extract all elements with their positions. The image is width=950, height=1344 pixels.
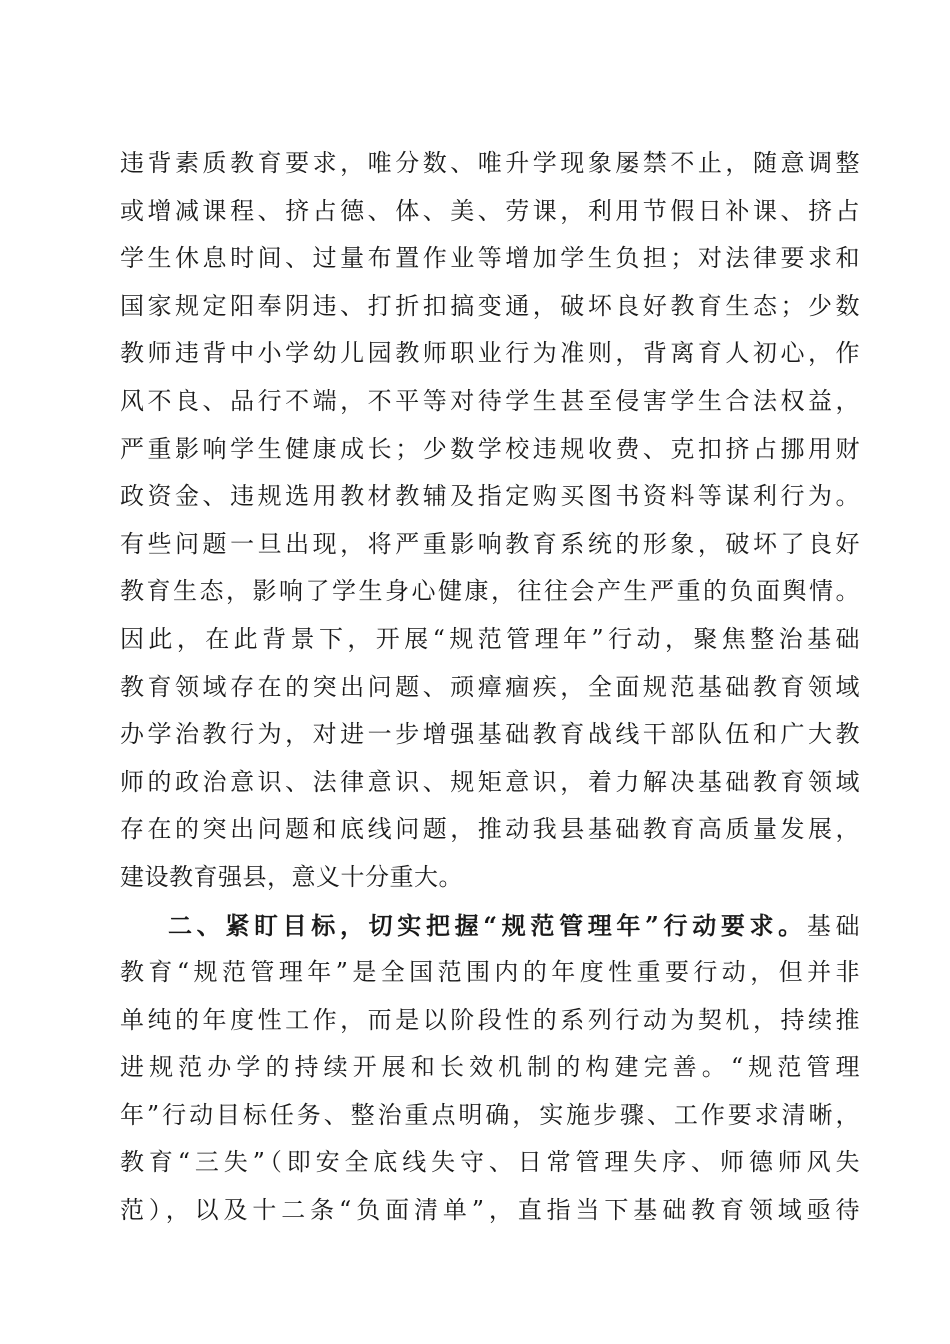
text-line: 因此，在此背景下，开展“规范管理年”行动，聚焦整治基础 [120, 624, 860, 653]
document-body [120, 140, 860, 1235]
text-line: 教育领域存在的突出问题、顽瘴痼疾，全面规范基础教育领域 [120, 672, 860, 701]
text-line: 违背素质教育要求，唯分数、唯升学现象屡禁不止，随意调整 [120, 149, 860, 177]
text-line: 严重影响学生健康成长；少数学校违规收费、克扣挤占挪用财 [120, 434, 860, 463]
text-line: 建设教育强县，意义十分重大。 [120, 862, 463, 891]
text-line: 进规范办学的持续开展和长效机制的构建完善。“规范管理 [120, 1053, 860, 1082]
text-line: 教师违背中小学幼儿园教师职业行为准则，背离育人初心，作 [120, 339, 860, 368]
text-line: 教育生态，影响了学生身心健康，往往会产生严重的负面舆情。 [120, 577, 860, 606]
text-line: 有些问题一旦出现，将严重影响教育系统的形象，破坏了良好 [120, 529, 860, 558]
text-line: 范），以及十二条“负面清单”，直指当下基础教育领域亟待 [120, 1196, 860, 1225]
section-heading: 二、紧盯目标，切实把握“规范管理年”行动要求。 [168, 910, 807, 940]
text-line: 办学治教行为，对进一步增强基础教育战线干部队伍和广大教 [120, 720, 860, 749]
text-line: 国家规定阳奉阴违、打折扣搞变通，破坏良好教育生态；少数 [120, 291, 860, 320]
text-line: 存在的突出问题和底线问题，推动我县基础教育高质量发展， [120, 815, 860, 844]
text-line: 学生休息时间、过量布置作业等增加学生负担；对法律要求和 [120, 244, 860, 273]
section-heading-line [120, 902, 860, 950]
text-line: 师的政治意识、法律意识、规矩意识，着力解决基础教育领域 [120, 767, 860, 796]
text-span: 基础 [806, 911, 861, 940]
paragraph-continued [120, 140, 860, 902]
text-line: 风不良、品行不端，不平等对待学生甚至侵害学生合法权益， [120, 386, 860, 415]
text-line: 教育“规范管理年”是全国范围内的年度性重要行动，但并非 [120, 958, 860, 987]
paragraph-section-two [120, 902, 860, 1235]
text-line: 或增减课程、挤占德、体、美、劳课，利用节假日补课、挤占 [120, 196, 860, 225]
text-line: 年”行动目标任务、整治重点明确，实施步骤、工作要求清晰， [120, 1100, 860, 1129]
text-line: 单纯的年度性工作，而是以阶段性的系列行动为契机，持续推 [120, 1005, 860, 1034]
text-line: 教育“三失”（即安全底线失守、日常管理失序、师德师风失 [120, 1148, 860, 1177]
text-line: 政资金、违规选用教材教辅及指定购买图书资料等谋利行为。 [120, 482, 860, 511]
